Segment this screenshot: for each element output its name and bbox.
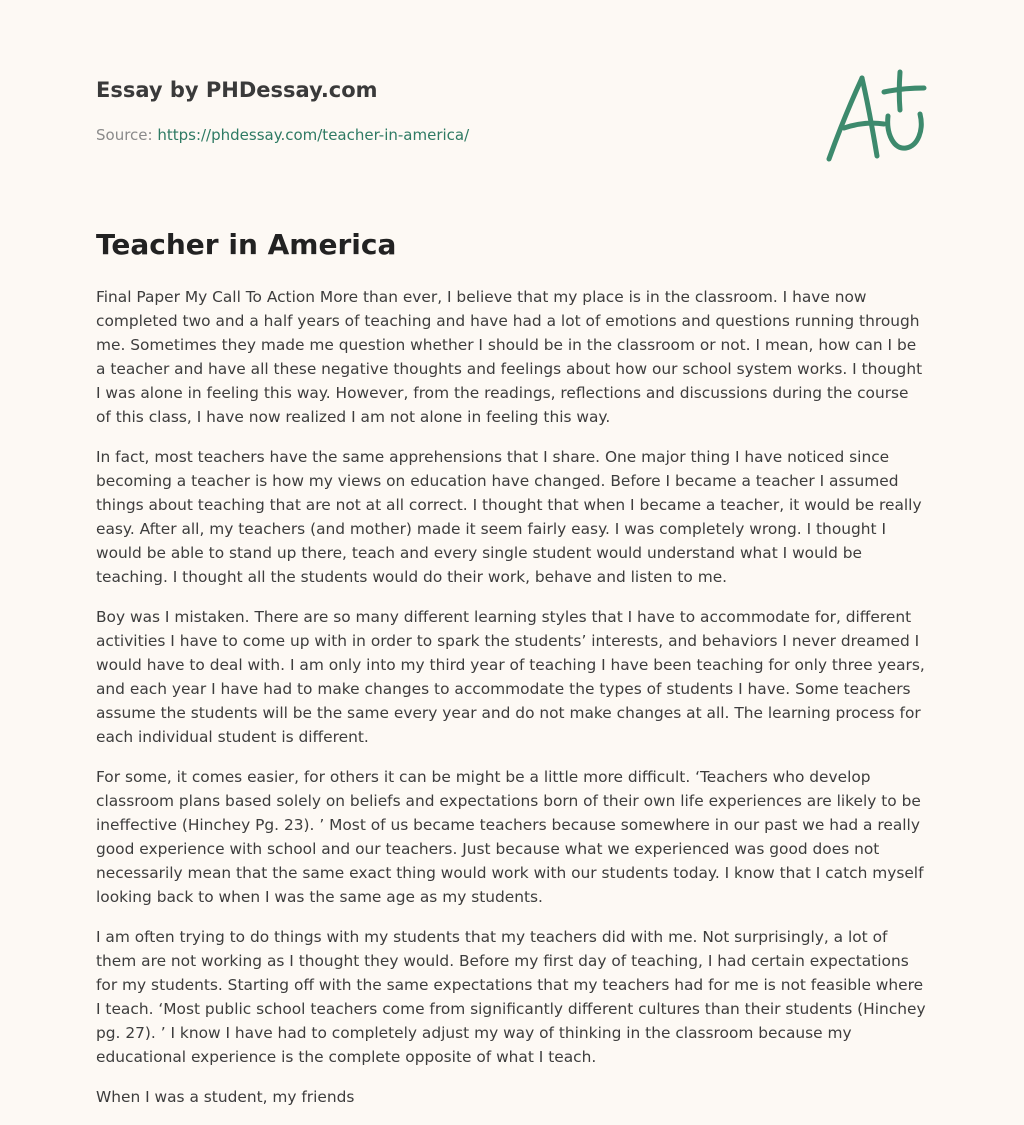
essay-paragraph: In fact, most teachers have the same apprehensions that I share. One major thing I have noticed since becoming a teacher is how my views on education have changed. Before I became a teacher I assumed things about teaching that are not at all correct. I thought that when I became a teacher, it would be really easy. After all, my teachers (and mother) made it seem fairly easy. I was completely wrong. I thought I would be able to stand up there, teach and every single student would understand what I would be teaching. I thought all the students would do their work, behave and listen to me. — [96, 448, 922, 586]
a-plus-grade-icon — [820, 64, 930, 168]
essay-body — [96, 285, 928, 1125]
essay-paragraph: For some, it comes easier, for others it can be might be a little more difficult. ‘Teachers who develop classroom plans based solely on beliefs and expectations born of their own life experiences are likely to be ineffective (Hinchey Pg. 23). ’ Most of us became teachers because somewhere in our past we had a really good experience with school and our teachers. Just because what we experienced was good does not necessarily mean that the same exact thing would work with our students today. I know that I catch myself looking back to when I was the same age as my students. — [96, 768, 924, 906]
page-header — [96, 74, 796, 146]
essay-paragraph: Boy was I mistaken. There are so many different learning styles that I have to accommodate for, different activities I have to come up with in order to spark the students’ interests, and behaviors I never dreamed I would have to deal with. I am only into my third year of teaching I have been teaching for only three years, and each year I have had to make changes to accommodate the types of students I have. Some teachers assume the students will be the same every year and do not make changes at all. The learning process for each individual student is different. — [96, 608, 925, 746]
essay-paragraph: When I was a student, my friends — [96, 1088, 355, 1106]
source-line — [96, 124, 796, 146]
source-link[interactable]: https://phdessay.com/teacher-in-america/ — [157, 126, 470, 144]
essay-title: Teacher in America — [96, 228, 397, 261]
source-label: Source: — [96, 126, 158, 144]
essay-paragraph: I am often trying to do things with my students that my teachers did with me. Not surprisingly, a lot of them are not working as I thought they would. Before my first day of teaching, I had certain expectations for my students. Starting off with the same expectations that my teachers had for me is not feasible where I teach. ‘Most public school teachers come from significantly different cultures than their students (Hinchey pg. 27). ’ I know I have had to completely adjust my way of thinking in the classroom because my educational experience is the complete opposite of what I teach. — [96, 928, 926, 1066]
site-brand: Essay by PHDessay.com — [96, 78, 378, 102]
essay-paragraph: Final Paper My Call To Action More than ever, I believe that my place is in the classroom. I have now completed two and a half years of teaching and have had a lot of emotions and questions running through me. Sometimes they made me question whether I should be in the classroom or not. I mean, how can I be a teacher and have all these negative thoughts and feelings about how our school system works. I thought I was alone in feeling this way. However, from the readings, reflections and discussions during the course of this class, I have now realized I am not alone in feeling this way. — [96, 288, 923, 426]
